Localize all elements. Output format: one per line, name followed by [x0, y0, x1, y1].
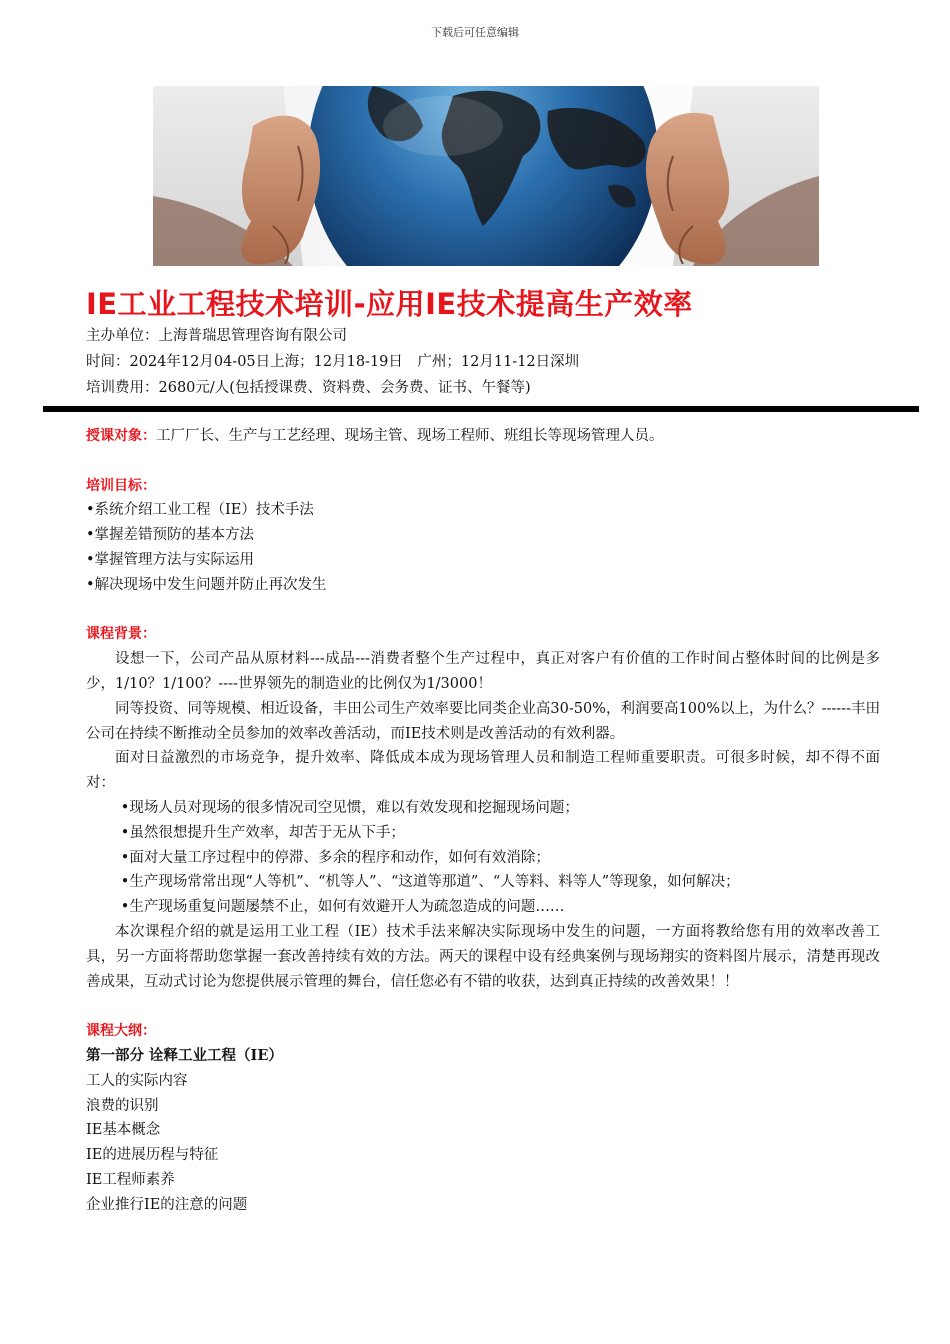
schedule-line: 时间：2024年12月04-05日上海；12月18-19日 广州；12月11-12日深圳 [86, 354, 580, 370]
audience-line [86, 424, 880, 449]
outline-item: 工人的实际内容 [86, 1072, 188, 1089]
outline-item: IE工程师素养 [86, 1171, 175, 1188]
background-bullet: •生产现场重复问题屡禁不止，如何有效避开人为疏忽造成的问题…… [120, 899, 565, 916]
fee-line: 培训费用：2680元/人(包括授课费、资料费、会务费、证书、午餐等) [86, 380, 531, 396]
goal-item: •系统介绍工业工程（IE）技术手法 [86, 502, 314, 519]
page-title: IE工业工程技术培训-应用IE技术提高生产效率 [86, 287, 693, 321]
goals-heading: 培训目标： [86, 477, 156, 494]
background-bullet: •生产现场常常出现“人等机”、“机等人”、“这道等那道”、“人等料、料等人”等现象，如何解决； [120, 874, 740, 891]
goal-item: •掌握差错预防的基本方法 [86, 527, 255, 544]
outline-heading: 课程大纲： [86, 1023, 156, 1040]
background-bullet: •虽然很想提升生产效率，却苦于无从下手； [120, 824, 405, 841]
outline-item: IE基本概念 [86, 1122, 161, 1139]
outline-item: 浪费的识别 [86, 1097, 159, 1114]
background-paragraph: 本次课程介绍的就是运用工业工程（IE）技术手法来解决实际现场中发生的问题，一方面将教给您有用的效率改善工具，另一方面将帮助您掌握一套改善持续有效的方法。两天的课程中设有经典案例与现场翔实的资料图片展示，清楚再现改善成果，互动式讨论为您提供展示管理的舞台，信任您必有不错的收获，达到真正持续的改善效果！！ [86, 923, 880, 990]
background-bullet: •面对大量工序过程中的停滞、多余的程序和动作，如何有效消除； [120, 849, 550, 866]
goal-item: •掌握管理方法与实际运用 [86, 551, 255, 568]
background-paragraph: 设想一下，公司产品从原材料---成品---消费者整个生产过程中，真正对客户有价值的工作时间占整体时间的比例是多少，1/10？1/100？----世界领先的制造业的比例仅为1/3000！ [86, 651, 880, 692]
header-note: 下载后可任意编辑 [431, 26, 519, 39]
outline-part-title: 第一部分 诠释工业工程（IE） [86, 1046, 283, 1064]
banner-image-globe-hands [153, 86, 819, 266]
background-bullet: •现场人员对现场的很多情况司空见惯，难以有效发现和挖掘现场问题； [120, 799, 579, 816]
audience-heading: 授课对象： [86, 428, 156, 444]
organizer-line: 主办单位：上海普瑞思管理咨询有限公司 [86, 328, 347, 344]
goal-item: •解决现场中发生问题并防止再次发生 [86, 576, 327, 593]
course-content [86, 424, 880, 1218]
outline-item: 企业推行IE的注意的问题 [86, 1196, 248, 1213]
background-heading: 课程背景： [86, 626, 156, 643]
outline-item: IE的进展历程与特征 [86, 1147, 219, 1164]
globe-hands-illustration [153, 86, 819, 266]
background-paragraph: 同等投资、同等规模、相近设备，丰田公司生产效率要比同类企业高30-50%，利润要高100%以上，为什么？------丰田公司在持续不断推动全员参加的效率改善活动，而IE技术则是改善活动的有效利器。 [86, 700, 880, 742]
section-divider [43, 406, 919, 412]
audience-text: 工厂厂长、生产与工艺经理、现场主管、现场工程师、班组长等现场管理人员。 [156, 428, 664, 444]
background-paragraph: 面对日益激烈的市场竞争，提升效率、降低成本成为现场管理人员和制造工程师重要职责。可很多时候，却不得不面对： [86, 750, 880, 792]
